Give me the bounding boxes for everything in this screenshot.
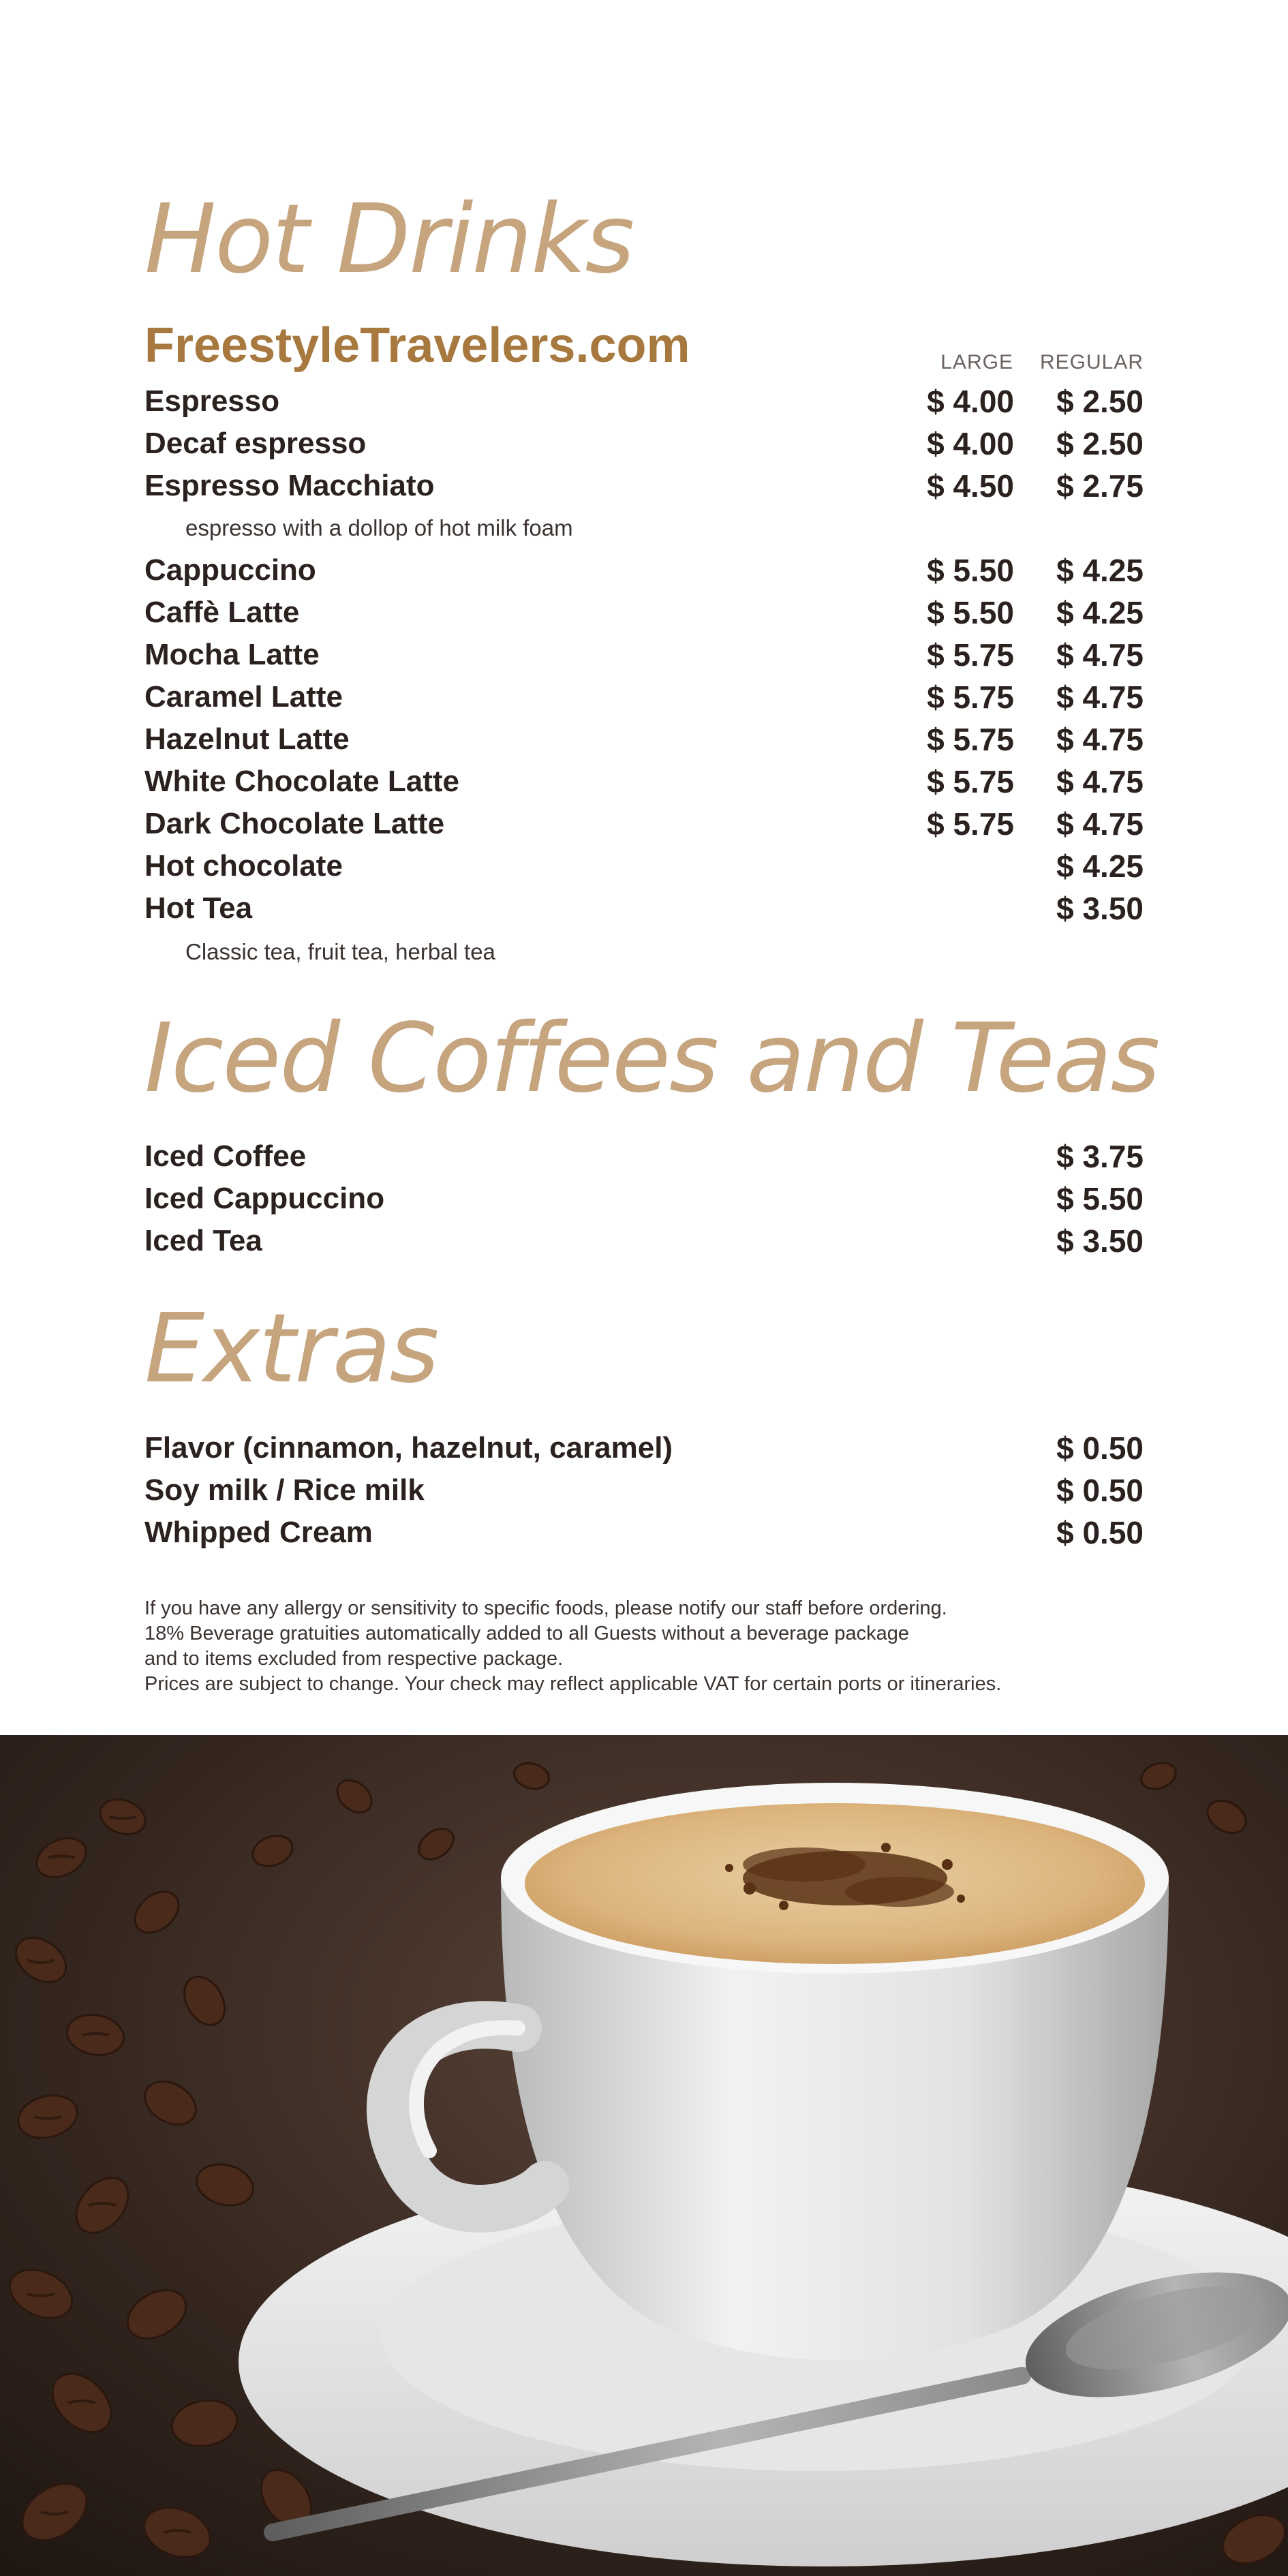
item-price-regular: $ 4.25 <box>1056 595 1144 630</box>
column-header-large: LARGE <box>940 351 1013 373</box>
menu-row-iced-cappuccino <box>144 1178 1144 1220</box>
item-name: Mocha Latte <box>144 638 320 671</box>
item-price-regular: $ 2.50 <box>1056 426 1144 461</box>
item-price: $ 0.50 <box>1056 1430 1144 1466</box>
menu-row-whipped-cream <box>144 1512 1144 1554</box>
item-price-large: $ 5.50 <box>927 553 1014 588</box>
item-price-regular: $ 4.75 <box>1056 679 1144 715</box>
item-price: $ 3.50 <box>1056 1223 1144 1259</box>
disclaimer-line: If you have any allergy or sensitivity to specific foods, please notify our staff before ordering. <box>144 1597 947 1619</box>
item-price-large: $ 5.75 <box>927 764 1014 799</box>
item-price-large: $ 5.75 <box>927 679 1014 715</box>
menu-row-hot-tea <box>144 887 1144 930</box>
menu-row-hot-chocolate <box>144 845 1144 887</box>
item-price-regular: $ 4.75 <box>1056 806 1144 842</box>
item-name: Dark Chocolate Latte <box>144 807 445 840</box>
item-name: Caramel Latte <box>144 680 343 714</box>
item-price: $ 3.75 <box>1056 1139 1144 1174</box>
item-price-regular: $ 2.75 <box>1056 468 1144 504</box>
item-name: Caffè Latte <box>144 596 300 629</box>
item-price-large: $ 4.50 <box>927 468 1014 504</box>
menu-row-iced-coffee <box>144 1135 1144 1178</box>
extras-section-title: Extras <box>144 1293 438 1405</box>
item-name: White Chocolate Latte <box>144 765 460 798</box>
item-price-regular: $ 4.75 <box>1056 764 1144 799</box>
menu-row-hazelnut-latte <box>144 718 1144 761</box>
item-name: Hot Tea <box>144 891 253 925</box>
menu-row-caffe-latte <box>144 592 1144 634</box>
item-price-regular: $ 4.25 <box>1056 848 1144 884</box>
item-price-regular: $ 3.50 <box>1056 891 1144 926</box>
item-name: Cappuccino <box>144 553 316 587</box>
menu-row-white-chocolate-latte <box>144 761 1144 803</box>
column-header-regular: REGULAR <box>1039 351 1144 373</box>
menu-row-soy-rice-milk <box>144 1469 1144 1512</box>
menu-row-espresso <box>144 380 1144 423</box>
item-name: Whipped Cream <box>144 1516 373 1549</box>
menu-row-dark-chocolate-latte <box>144 803 1144 845</box>
item-name: Iced Coffee <box>144 1139 307 1173</box>
menu-row-cappuccino <box>144 549 1144 592</box>
menu-row-mocha-latte <box>144 634 1144 676</box>
item-price-large: $ 5.75 <box>927 806 1014 842</box>
disclaimer-line: Prices are subject to change. Your check may reflect applicable VAT for certain ports or itineraries. <box>144 1673 1002 1695</box>
menu-row-decaf-espresso <box>144 423 1144 465</box>
item-price-large: $ 4.00 <box>927 426 1014 461</box>
item-price-regular: $ 2.50 <box>1056 384 1144 419</box>
item-name: Iced Tea <box>144 1224 262 1257</box>
item-name: Flavor (cinnamon, hazelnut, caramel) <box>144 1431 673 1465</box>
menu-row-espresso-macchiato <box>144 465 1144 507</box>
item-price: $ 5.50 <box>1056 1181 1144 1216</box>
hot-drinks-title: Hot Drinks <box>144 184 634 295</box>
disclaimer-text <box>144 1596 1153 1697</box>
menu-row-iced-tea <box>144 1220 1144 1262</box>
item-price-regular: $ 4.25 <box>1056 553 1144 588</box>
item-name: Hot chocolate <box>144 849 343 883</box>
item-price-large: $ 4.00 <box>927 384 1014 419</box>
iced-section-title: Iced Coffees and Teas <box>144 1003 1159 1114</box>
item-name: Espresso <box>144 384 280 418</box>
item-name: Soy milk / Rice milk <box>144 1473 425 1507</box>
item-name: Espresso Macchiato <box>144 469 435 502</box>
item-price: $ 0.50 <box>1056 1473 1144 1508</box>
item-name: Iced Cappuccino <box>144 1182 385 1215</box>
item-price-large: $ 5.75 <box>927 722 1014 757</box>
item-price-large: $ 5.75 <box>927 637 1014 673</box>
brand-website[interactable]: FreestyleTravelers.com <box>144 318 690 373</box>
item-price-large: $ 5.50 <box>927 595 1014 630</box>
item-price: $ 0.50 <box>1056 1515 1144 1550</box>
disclaimer-line: and to items excluded from respective package. <box>144 1648 564 1670</box>
cappuccino-cup-photo <box>0 1735 1288 2576</box>
item-description-macchiato: espresso with a dollop of hot milk foam <box>185 515 573 540</box>
item-name: Hazelnut Latte <box>144 722 350 756</box>
menu-row-flavor <box>144 1427 1144 1469</box>
item-description-hot-tea: Classic tea, fruit tea, herbal tea <box>185 939 495 964</box>
menu-row-caramel-latte <box>144 676 1144 718</box>
item-name: Decaf espresso <box>144 427 367 460</box>
item-price-regular: $ 4.75 <box>1056 637 1144 673</box>
item-price-regular: $ 4.75 <box>1056 722 1144 757</box>
disclaimer-line: 18% Beverage gratuities automatically added to all Guests without a beverage package <box>144 1623 910 1644</box>
